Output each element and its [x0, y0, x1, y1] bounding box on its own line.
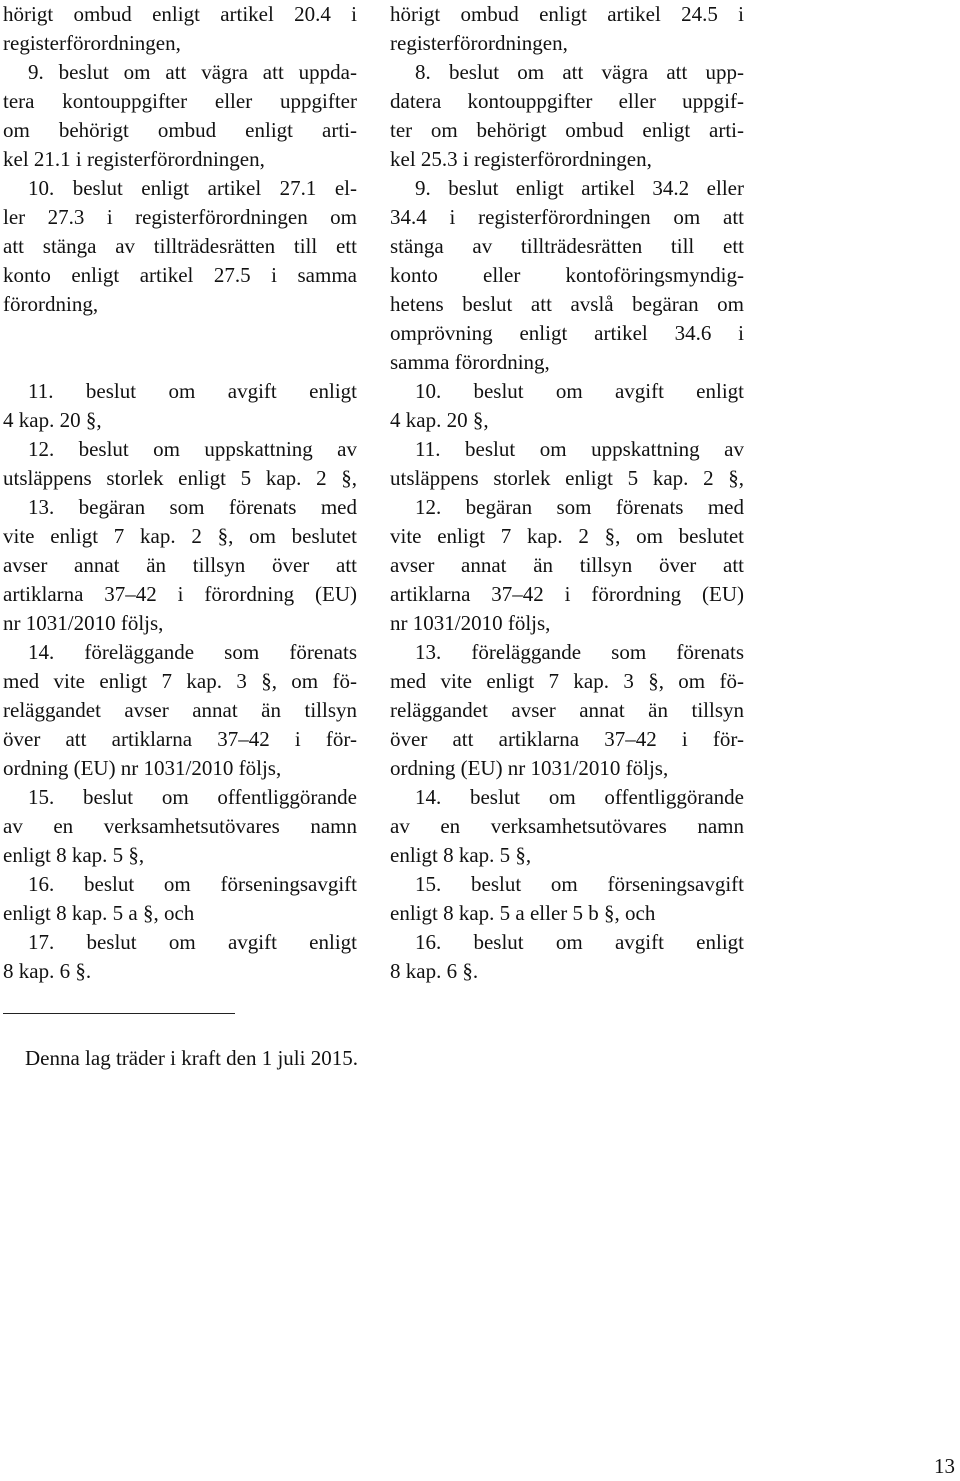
text-line: med vite enligt 7 kap. 3 §, om fö- [3, 669, 357, 693]
text-line: avser annat än tillsyn över att [390, 553, 744, 577]
text-line: 4 kap. 20 §, [390, 408, 489, 432]
text-line: konto eller kontoföringsmyndig- [390, 263, 744, 287]
separator-rule [3, 1013, 235, 1014]
text-line: reläggandet avser annat än tillsyn [390, 698, 744, 722]
text-line: över att artiklarna 37–42 i för- [390, 727, 744, 751]
text-line: enligt 8 kap. 5 a §, och [3, 901, 195, 925]
text-line: 4 kap. 20 §, [3, 408, 102, 432]
text-line: reläggandet avser annat än tillsyn [3, 698, 357, 722]
text-line: nr 1031/2010 följs, [3, 611, 164, 635]
text-line: 10. beslut enligt artikel 27.1 el- [28, 176, 357, 200]
text-line: samma förordning, [390, 350, 550, 374]
text-line: 10. beslut om avgift enligt [415, 379, 744, 403]
text-line: 15. beslut om förseningsavgift [415, 872, 744, 896]
text-line: 16. beslut om förseningsavgift [28, 872, 357, 896]
text-line: av en verksamhetsutövares namn [390, 814, 744, 838]
text-line: ordning (EU) nr 1031/2010 följs, [390, 756, 669, 780]
text-line: konto enligt artikel 27.5 i samma [3, 263, 357, 287]
text-line: enligt 8 kap. 5 §, [390, 843, 532, 867]
text-line: vite enligt 7 kap. 2 §, om beslutet [3, 524, 357, 548]
text-line: 9. beslut om att vägra att uppda- [28, 60, 357, 84]
text-line: 13. begäran som förenats med [28, 495, 357, 519]
text-line: över att artiklarna 37–42 i för- [3, 727, 357, 751]
text-line: förordning, [3, 292, 99, 316]
text-line: utsläppens storlek enligt 5 kap. 2 §, [3, 466, 357, 490]
text-line: hörigt ombud enligt artikel 24.5 i [390, 2, 744, 26]
text-line: artiklarna 37–42 i förordning (EU) [3, 582, 357, 606]
text-line: 13. föreläggande som förenats [415, 640, 744, 664]
text-line: att stänga av tillträdesrätten till ett [3, 234, 357, 258]
right-column-new-wording [390, 0, 744, 986]
page-number: 13 [934, 1454, 955, 1478]
text-line: av en verksamhetsutövares namn [3, 814, 357, 838]
text-line: registerförordningen, [3, 31, 181, 55]
text-line: artiklarna 37–42 i förordning (EU) [390, 582, 744, 606]
text-line: stänga av tillträdesrätten till ett [390, 234, 744, 258]
text-line: ter om behörigt ombud enligt arti- [390, 118, 744, 142]
text-line: enligt 8 kap. 5 §, [3, 843, 145, 867]
text-line: 34.4 i registerförordningen om att [390, 205, 744, 229]
text-line: 9. beslut enligt artikel 34.2 eller [415, 176, 744, 200]
text-line: 14. beslut om offentliggörande [415, 785, 744, 809]
text-line: tera kontouppgifter eller uppgifter [3, 89, 357, 113]
text-line: utsläppens storlek enligt 5 kap. 2 §, [390, 466, 744, 490]
text-line: 8. beslut om att vägra att upp- [415, 60, 744, 84]
text-line: 14. föreläggande som förenats [28, 640, 357, 664]
text-line: 12. begäran som förenats med [415, 495, 744, 519]
text-line: 8 kap. 6 §. [3, 959, 92, 983]
entry-into-force-note: Denna lag träder i kraft den 1 juli 2015. [25, 1046, 358, 1070]
text-line: omprövning enligt artikel 34.6 i [390, 321, 744, 345]
text-line: kel 21.1 i registerförordningen, [3, 147, 265, 171]
text-line: kel 25.3 i registerförordningen, [390, 147, 652, 171]
text-line: 12. beslut om uppskattning av [28, 437, 357, 461]
text-line: 16. beslut om avgift enligt [415, 930, 744, 954]
text-line: 11. beslut om avgift enligt [28, 379, 357, 403]
text-line: nr 1031/2010 följs, [390, 611, 551, 635]
text-line: enligt 8 kap. 5 a eller 5 b §, och [390, 901, 656, 925]
text-line: hetens beslut att avslå begäran om [390, 292, 744, 316]
text-line: 15. beslut om offentliggörande [28, 785, 357, 809]
text-line: hörigt ombud enligt artikel 20.4 i [3, 2, 357, 26]
text-line: 11. beslut om uppskattning av [415, 437, 744, 461]
text-line: 8 kap. 6 §. [390, 959, 479, 983]
text-line: 17. beslut om avgift enligt [28, 930, 357, 954]
text-line: vite enligt 7 kap. 2 §, om beslutet [390, 524, 744, 548]
text-line: datera kontouppgifter eller uppgif- [390, 89, 744, 113]
text-line: med vite enligt 7 kap. 3 §, om fö- [390, 669, 744, 693]
text-line: registerförordningen, [390, 31, 568, 55]
text-line: ordning (EU) nr 1031/2010 följs, [3, 756, 282, 780]
text-line: avser annat än tillsyn över att [3, 553, 357, 577]
left-column-old-wording [3, 0, 357, 986]
text-line: om behörigt ombud enligt arti- [3, 118, 357, 142]
paragraph-gap [3, 319, 357, 377]
text-line: ler 27.3 i registerförordningen om [3, 205, 357, 229]
